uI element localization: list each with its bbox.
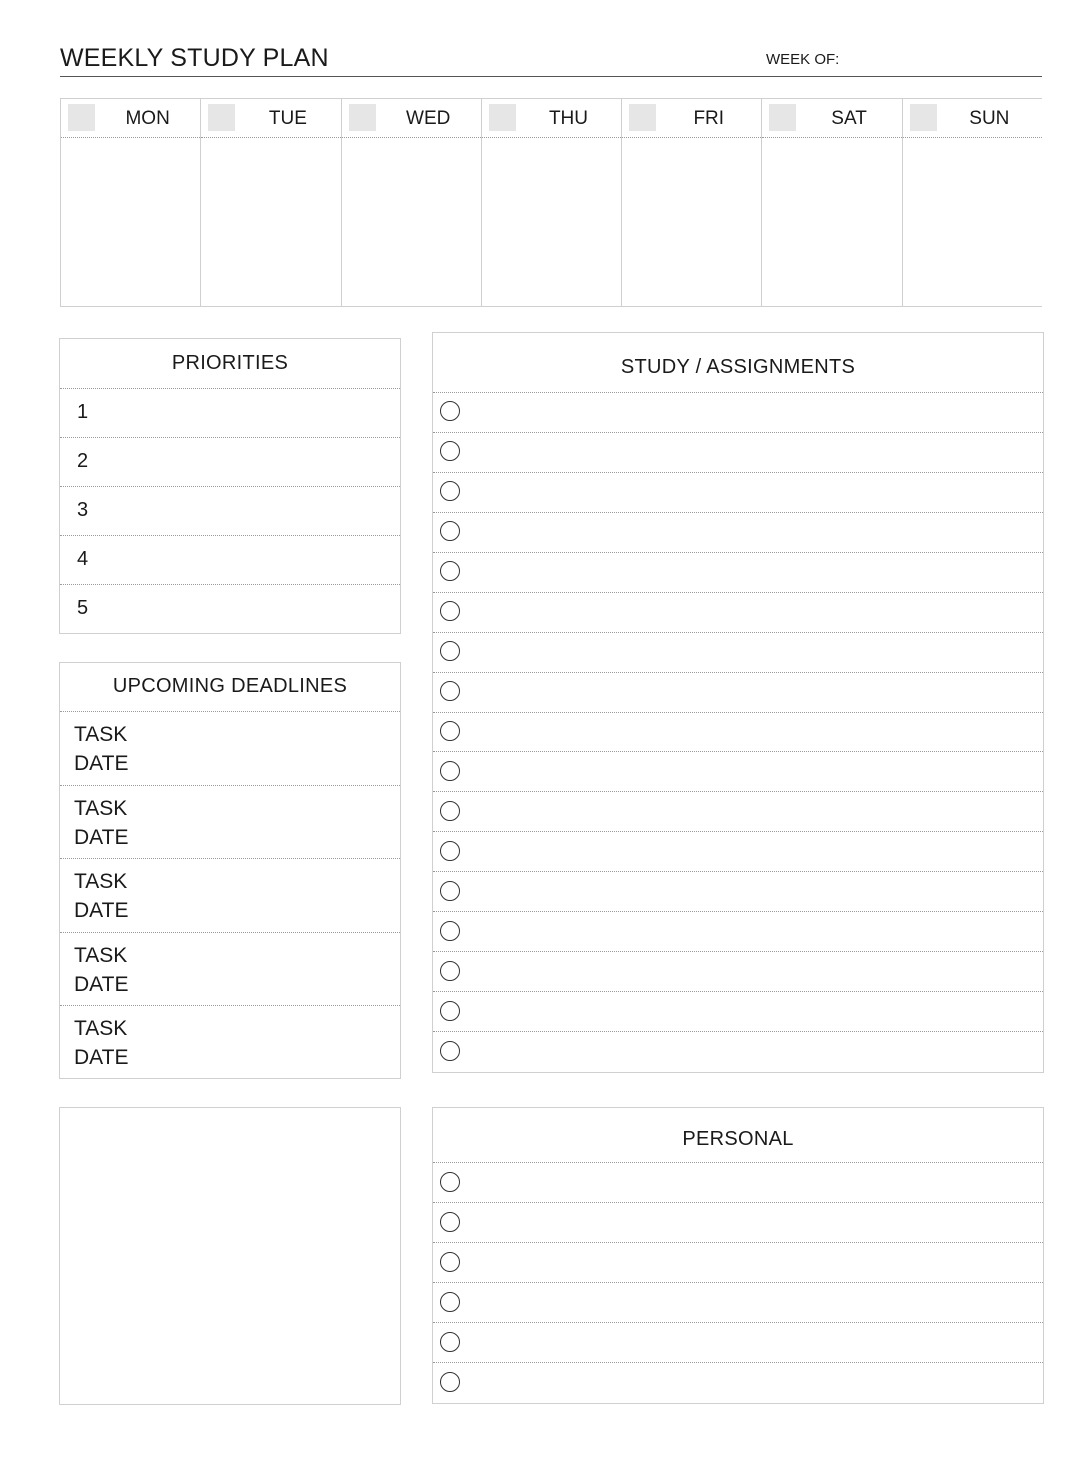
day-label: THU xyxy=(548,108,589,129)
day-column-fri xyxy=(622,99,762,306)
priorities-title: PRIORITIES xyxy=(60,339,400,389)
page-title: WEEKLY STUDY PLAN xyxy=(60,44,329,72)
checklist-row[interactable] xyxy=(433,1323,1043,1363)
priority-row[interactable]: 1 xyxy=(60,389,400,438)
deadline-row[interactable] xyxy=(60,859,400,933)
deadline-task-label: TASK xyxy=(74,1017,128,1041)
checklist-row[interactable] xyxy=(433,832,1043,872)
day-checkbox[interactable] xyxy=(769,104,796,131)
day-column-tue xyxy=(201,99,341,306)
circle-checkbox-icon[interactable] xyxy=(440,1172,460,1192)
day-checkbox[interactable] xyxy=(349,104,376,131)
checklist-row[interactable] xyxy=(433,1203,1043,1243)
week-grid xyxy=(60,98,1042,307)
day-label: SAT xyxy=(831,108,867,129)
checklist-row[interactable] xyxy=(433,593,1043,633)
checklist-row[interactable] xyxy=(433,1283,1043,1323)
deadline-row[interactable] xyxy=(60,712,400,786)
priority-row[interactable]: 5 xyxy=(77,597,89,619)
day-header xyxy=(342,99,481,138)
title-divider xyxy=(60,76,1042,77)
checklist-row[interactable] xyxy=(433,673,1043,713)
deadline-row[interactable] xyxy=(60,933,400,1007)
personal-checklist xyxy=(433,1163,1043,1403)
circle-checkbox-icon[interactable] xyxy=(440,441,460,461)
circle-checkbox-icon[interactable] xyxy=(440,761,460,781)
checklist-row[interactable] xyxy=(433,553,1043,593)
circle-checkbox-icon[interactable] xyxy=(440,401,460,421)
deadline-date-label: DATE xyxy=(74,1046,129,1070)
checklist-row[interactable] xyxy=(433,433,1043,473)
circle-checkbox-icon[interactable] xyxy=(440,721,460,741)
circle-checkbox-icon[interactable] xyxy=(440,561,460,581)
notes-panel[interactable] xyxy=(59,1107,401,1405)
circle-checkbox-icon[interactable] xyxy=(440,1252,460,1272)
checklist-row[interactable] xyxy=(433,633,1043,673)
circle-checkbox-icon[interactable] xyxy=(440,481,460,501)
day-header xyxy=(482,99,621,138)
priority-row[interactable]: 4 xyxy=(60,536,400,585)
circle-checkbox-icon[interactable] xyxy=(440,1372,460,1392)
day-column-sat xyxy=(762,99,902,306)
checklist-row[interactable] xyxy=(433,912,1043,952)
circle-checkbox-icon[interactable] xyxy=(440,521,460,541)
circle-checkbox-icon[interactable] xyxy=(440,681,460,701)
day-checkbox[interactable] xyxy=(68,104,95,131)
priorities-panel xyxy=(59,338,401,634)
deadline-date-label: DATE xyxy=(74,899,129,923)
circle-checkbox-icon[interactable] xyxy=(440,1292,460,1312)
day-header xyxy=(762,99,901,138)
deadline-task-label: TASK xyxy=(74,723,128,746)
circle-checkbox-icon[interactable] xyxy=(440,1001,460,1021)
personal-panel xyxy=(432,1107,1044,1404)
checklist-row[interactable] xyxy=(433,1363,1043,1403)
day-label: TUE xyxy=(268,108,307,129)
circle-checkbox-icon[interactable] xyxy=(440,881,460,901)
deadline-row[interactable] xyxy=(60,1006,400,1080)
circle-checkbox-icon[interactable] xyxy=(440,601,460,621)
study-assignments-title: STUDY / ASSIGNMENTS xyxy=(433,333,1043,393)
deadline-row[interactable] xyxy=(60,786,400,860)
study-assignments-panel xyxy=(432,332,1044,1073)
checklist-row[interactable] xyxy=(433,713,1043,753)
checklist-row[interactable] xyxy=(433,992,1043,1032)
day-header xyxy=(61,99,200,138)
day-label: SUN xyxy=(969,108,1010,129)
deadline-date-label: DATE xyxy=(74,825,129,849)
deadlines-title: UPCOMING DEADLINES xyxy=(60,663,400,712)
circle-checkbox-icon[interactable] xyxy=(440,801,460,821)
day-column-sun xyxy=(903,99,1042,306)
circle-checkbox-icon[interactable] xyxy=(440,641,460,661)
checklist-row[interactable] xyxy=(433,513,1043,553)
circle-checkbox-icon[interactable] xyxy=(440,1212,460,1232)
checklist-row[interactable] xyxy=(433,872,1043,912)
day-label: FRI xyxy=(693,108,725,129)
day-checkbox[interactable] xyxy=(629,104,656,131)
deadlines-panel xyxy=(59,662,401,1079)
circle-checkbox-icon[interactable] xyxy=(440,1041,460,1061)
day-label: WED xyxy=(406,108,451,129)
checklist-row[interactable] xyxy=(433,1032,1043,1072)
deadline-task-label: TASK xyxy=(74,870,128,894)
deadline-date-label: DATE xyxy=(74,752,129,775)
week-of-label: WEEK OF: xyxy=(766,51,840,68)
study-checklist xyxy=(433,393,1043,1072)
day-label: MON xyxy=(125,108,170,129)
day-column-mon xyxy=(61,99,201,306)
day-checkbox[interactable] xyxy=(489,104,516,131)
day-checkbox[interactable] xyxy=(910,104,937,131)
personal-title: PERSONAL xyxy=(433,1108,1043,1163)
deadline-task-label: TASK xyxy=(74,796,128,820)
day-header xyxy=(622,99,761,138)
day-header xyxy=(201,99,340,138)
priority-row[interactable]: 3 xyxy=(60,487,400,536)
day-checkbox[interactable] xyxy=(208,104,235,131)
checklist-row[interactable] xyxy=(433,752,1043,792)
deadline-task-label: TASK xyxy=(74,943,128,967)
circle-checkbox-icon[interactable] xyxy=(440,961,460,981)
checklist-row[interactable] xyxy=(433,473,1043,513)
checklist-row[interactable] xyxy=(433,1243,1043,1283)
day-column-thu xyxy=(482,99,622,306)
checklist-row[interactable] xyxy=(433,952,1043,992)
checklist-row[interactable] xyxy=(433,1163,1043,1203)
checklist-row[interactable] xyxy=(433,393,1043,433)
deadline-date-label: DATE xyxy=(74,972,129,996)
day-column-wed xyxy=(342,99,482,306)
priority-row[interactable]: 2 xyxy=(60,438,400,487)
circle-checkbox-icon[interactable] xyxy=(440,921,460,941)
circle-checkbox-icon[interactable] xyxy=(440,1332,460,1352)
circle-checkbox-icon[interactable] xyxy=(440,841,460,861)
day-header xyxy=(903,99,1042,138)
checklist-row[interactable] xyxy=(433,792,1043,832)
